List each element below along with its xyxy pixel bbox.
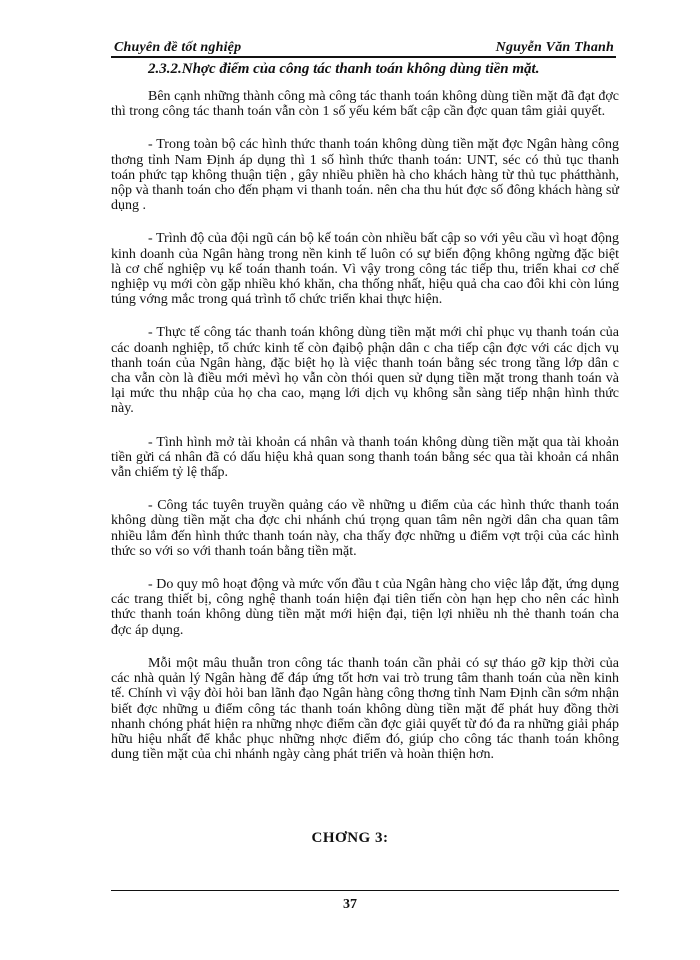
paragraph: Mỗi một mâu thuẫn tron công tác thanh toán cần phải có sự tháo gỡ kịp thời của các nhà quản lý Ngân hàng để đáp ứng tốt hơn vai trò trung tâm thanh toán của nền kinh tế. Chính vì vậy đòi hỏi ban lãnh đạo Ngân hàng công thơng tỉnh Nam Định cần sớm nhận biết đợc những u điểm công tác thanh toán không dùng tiền mặt để phát huy đồng thời nhanh chóng phát hiện ra những nhợc điểm cần đợc giải quyết từ đó đa ra những giải pháp hữu hiệu nhất để khắc phục những nhợc điểm đó, giúp cho công tác thanh toán không dung tiền mặt của chi nhánh ngày càng phát triển và hoàn thiện hơn. xyxy=(111,655,619,763)
header-author: Nguyễn Văn Thanh xyxy=(495,40,614,55)
chapter-heading: CHƠNG 3: xyxy=(311,830,389,846)
paragraph: - Do quy mô hoạt động và mức vốn đầu t của Ngân hàng cho việc lắp đặt, ứng dụng các trang thiết bị, công nghệ thanh toán hiện đại tiên tiến còn hạn hẹp cho nên các hình thức thanh toán không dùng tiền mặt mới hiện đại, tiện lợi nhiều nh thẻ thanh toán cha đợc áp dụng. xyxy=(111,577,619,638)
paragraph: Bên cạnh những thành công mà công tác thanh toán không dùng tiền mặt đã đạt đợc thì trong công tác thanh toán vẫn còn 1 số yếu kém bất cập cần đợc quan tâm giải quyết. xyxy=(111,89,619,120)
footer-rule xyxy=(111,890,619,891)
paragraph: - Thực tế công tác thanh toán không dùng tiền mặt mới chỉ phục vụ thanh toán của các doanh nghiệp, tổ chức kinh tế còn đạibộ phận dân c cha tiếp cận đợc với các dịch vụ thanh toán của Ngân hàng, đặc biệt họ là việc thanh toán bằng séc trong tầng lớp dân c cha vẫn còn là điều mới mẻvì họ vẫn còn thói quen sử dụng tiền mặt trong thanh toán và lại mức thu nhập của họ cha cao, mạng lới dịch vụ không sẵn sàng tiếp nhận hình thức này. xyxy=(111,325,619,417)
header-title: Chuyên đề tốt nghiệp xyxy=(114,40,242,55)
header-rule xyxy=(111,56,616,58)
paragraph: - Công tác tuyên truyền quảng cáo về những u điểm của các hình thức thanh toán không dùng tiền mặt cha đợc chi nhánh chú trọng quan tâm nên ngời dân cha quan tâm nhiều lắm đến hình thức thanh toán này, cha thấy đợc những u điểm vợt trội của các hình thức so với so với thanh toán bằng tiền mặt. xyxy=(111,498,619,559)
paragraph: - Trình độ của đội ngũ cán bộ kế toán còn nhiều bất cập so với yêu cầu vì hoạt động kinh doanh của Ngân hàng trong nền kinh tế luôn có sự biến động không ngừng đặc biệt là cơ chế nghiệp vụ kế toán thanh toán. Vì vậy trong công tác tiếp thu, triển khai cơ chế nghiệp vụ mới còn gặp nhiều khó khăn, cha thống nhất, hiệu quả cha cao đôi khi còn lúng túng vớng mắc trong quá trình tổ chức triển khai thực hiện. xyxy=(111,231,619,308)
page-header xyxy=(111,36,616,58)
page-number: 37 xyxy=(343,897,357,912)
paragraph: - Trong toàn bộ các hình thức thanh toán không dùng tiền mặt đợc Ngân hàng công thơng tỉnh Nam Định áp dụng thì 1 số hình thức thanh toán: UNT, séc có thủ tục thanh toán phức tạp không thuận tiện , gây nhiều phiền hà cho khách hàng từ thủ tục phátthành, nộp và thanh toán cho đến phạm vi thanh toán. nên cha thu hút đợc số đông khách hàng sử dụng . xyxy=(111,137,619,214)
body-text xyxy=(111,89,619,780)
paragraph: - Tình hình mở tài khoản cá nhân và thanh toán không dùng tiền mặt qua tài khoản tiền gửi cá nhân đã có dấu hiệu khả quan song thanh toán bằng séc qua tài khoản cá nhân vẫn chiếm tỷ lệ thấp. xyxy=(111,434,619,481)
section-title: 2.3.2.Nhợc điểm của công tác thanh toán không dùng tiền mặt. xyxy=(148,61,540,77)
